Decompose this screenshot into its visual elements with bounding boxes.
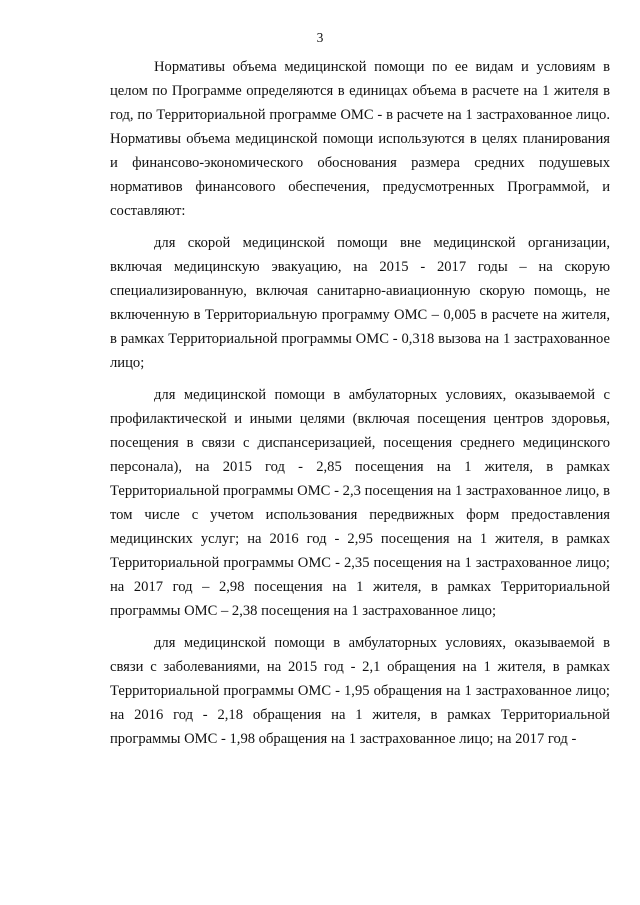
paragraph-emergency-care: для скорой медицинской помощи вне медицинской организации, включая медицинскую эвакуацию, на 2015 - 2017 годы – на скорую специализированную, включая санитарно-авиационную скорую помощь, не включенную в Территориальную программу ОМС – 0,005 в расчете на жителя, в рамках Территориальной программы ОМС - 0,318 вызова на 1 застрахованное лицо; <box>110 235 610 371</box>
paragraph-outpatient-disease: для медицинской помощи в амбулаторных условиях, оказываемой в связи с заболеваниями, на 2015 год - 2,1 обращения на 1 жителя, в рамках Территориальной программы ОМС - 1,95 обращения на 1 застрахованное лицо; на 2016 год - 2,18 обращения на 1 жителя, в рамках Территориальной программы ОМС - 1,98 обращения на 1 застрахованное лицо; на 2017 год - <box>110 635 610 747</box>
body-text <box>110 55 610 751</box>
page-number: 3 <box>316 30 324 45</box>
paragraph-outpatient-preventive: для медицинской помощи в амбулаторных условиях, оказываемой с профилактической и иными целями (включая посещения центров здоровья, посещения в связи с диспансеризацией, посещения среднего медицинского персонала), на 2015 год - 2,85 посещения на 1 жителя, в рамках Территориальной программы ОМС - 2,3 посещения на 1 застрахованное лицо, в том числе с учетом использования передвижных форм предоставления медицинских услуг; на 2016 год - 2,95 посещения на 1 жителя, в рамках Территориальной программы ОМС - 2,35 посещения на 1 застрахованное лицо; на 2017 год – 2,98 посещения на 1 жителя, в рамках Территориальной программы ОМС – 2,38 посещения на 1 застрахованное лицо; <box>110 387 610 619</box>
paragraph-norms-intro: Нормативы объема медицинской помощи по ее видам и условиям в целом по Программе определяются в единицах объема в расчете на 1 жителя в год, по Территориальной программе ОМС - в расчете на 1 застрахованное лицо. Нормативы объема медицинской помощи используются в целях планирования и финансово-экономического обоснования размера средних подушевых нормативов финансового обеспечения, предусмотренных Программой, и составляют: <box>110 59 610 219</box>
